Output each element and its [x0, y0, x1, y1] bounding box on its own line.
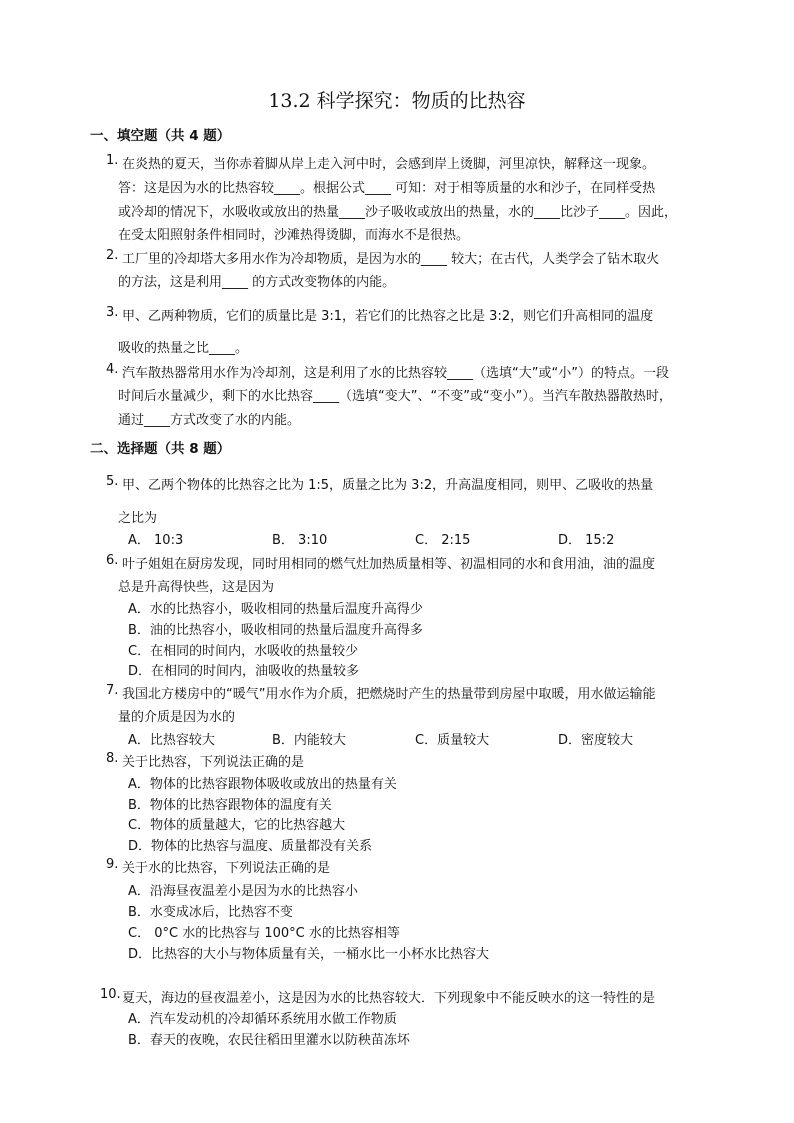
option-b: B．物体的比热容跟物体的温度有关: [128, 798, 332, 813]
option-d: D．比热容的大小与物体质量有关，一桶水比一小杯水比热容大: [128, 947, 490, 962]
option-a: A．物体的比热容跟物体吸收或放出的热量有关: [128, 777, 397, 792]
question-text: 汽车散热器常用水作为冷却剂，这是利用了水的比热容较____（选填“大”或“小”）的特点。一段: [122, 366, 669, 381]
option-c: C．物体的质量越大，它的比热容越大: [128, 818, 346, 833]
question-number: 1.: [106, 153, 119, 168]
question-number: 4.: [106, 362, 119, 377]
question-text: 甲、乙两种物质，它们的质量比是 3:1，若它们的比热容之比是 3:2，则它们升高相同的温度: [122, 309, 654, 324]
option-c: C． 2:15: [415, 533, 471, 548]
question-text: 工厂里的冷却塔大多用水作为冷却物质，是因为水的____ 较大；在古代，人类学会了钻木取火: [122, 252, 660, 267]
option-b: B．内能较大: [272, 733, 346, 748]
section-heading-fill-in: 一、填空题（共 4 题）: [90, 128, 231, 144]
question-text: 我国北方楼房中的“暖气”用水作为介质，把燃烧时产生的热量带到房屋中取暖，用水做运输能: [122, 687, 656, 702]
option-d: D．在相同的时间内，油吸收的热量较多: [128, 664, 360, 679]
option-a: A．沿海昼夜温差小是因为水的比热容小: [128, 884, 358, 899]
question-text: 在受太阳照射条件相同时，沙滩热得烫脚，而海水不是很热。: [118, 228, 470, 243]
document-title: 13.2 科学探究：物质的比热容: [268, 90, 526, 112]
question-text: 的方法，这是利用____ 的方式改变物体的内能。: [118, 275, 396, 290]
question-number: 8.: [106, 751, 119, 766]
question-number: 10.: [100, 987, 121, 1002]
option-c: C．在相同的时间内，水吸收的热量较少: [128, 644, 359, 659]
question-number: 5.: [106, 474, 119, 489]
option-d: D． 15:2: [558, 533, 615, 548]
option-c: C．质量较大: [415, 733, 490, 748]
option-b: B．水变成冰后，比热容不变: [128, 905, 293, 920]
question-number: 2.: [106, 248, 119, 263]
question-text: 关于水的比热容，下列说法正确的是: [122, 861, 331, 876]
question-text: 通过____方式改变了水的内能。: [118, 413, 301, 428]
option-d: D．物体的比热容与温度、质量都没有关系: [128, 839, 373, 854]
option-b: B． 3:10: [272, 533, 328, 548]
question-text: 时间后水量减少，剩下的水比热容____（选填“变大”、“不变”或“变小”）。当汽车散热器散热时，: [118, 389, 672, 404]
option-c: C． 0°C 水的比热容与 100°C 水的比热容相等: [128, 926, 400, 941]
option-a: A． 10:3: [128, 533, 184, 548]
question-number: 9.: [106, 857, 119, 872]
question-text: 总是升高得快些，这是因为: [118, 580, 275, 595]
question-text: 甲、乙两个物体的比热容之比为 1:5，质量之比为 3:2，升高温度相同，则甲、乙吸收的热量: [122, 478, 654, 493]
question-text: 量的介质是因为水的: [118, 710, 236, 725]
question-text: 夏天，海边的昼夜温差小，这是因为水的比热容较大．下列现象中不能反映水的这一特性的是: [122, 991, 656, 1006]
question-text: 关于比热容，下列说法正确的是: [122, 755, 305, 770]
section-heading-choice: 二、选择题（共 8 题）: [90, 441, 231, 457]
question-number: 7.: [106, 683, 119, 698]
question-text: 在炎热的夏天，当你赤着脚从岸上走入河中时，会感到岸上烫脚，河里凉快，解释这一现象。: [122, 157, 656, 172]
question-text: 之比为: [118, 511, 158, 526]
question-number: 3.: [106, 305, 119, 320]
question-text: 叶子姐姐在厨房发现，同时用相同的燃气灶加热质量相等、初温相同的水和食用油，油的温度: [122, 557, 656, 572]
option-b: B．春天的夜晚，农民往稻田里灌水以防秧苗冻坏: [128, 1033, 410, 1048]
option-b: B．油的比热容小，吸收相同的热量后温度升高得多: [128, 623, 423, 638]
option-a: A．水的比热容小，吸收相同的热量后温度升高得少: [128, 602, 423, 617]
option-a: A．比热容较大: [128, 733, 215, 748]
question-text: 答：这是因为水的比热容较____。根据公式____ 可知：对于相等质量的水和沙子，在同样受热: [118, 181, 656, 196]
question-text: 吸收的热量之比____。: [118, 341, 249, 356]
option-a: A．汽车发动机的冷却循环系统用水做工作物质: [128, 1012, 397, 1027]
question-number: 6.: [106, 553, 119, 568]
question-text: 或冷却的情况下，水吸收或放出的热量____沙子吸收或放出的热量，水的____比沙子____。因此，: [118, 205, 678, 220]
option-d: D．密度较大: [558, 733, 634, 748]
